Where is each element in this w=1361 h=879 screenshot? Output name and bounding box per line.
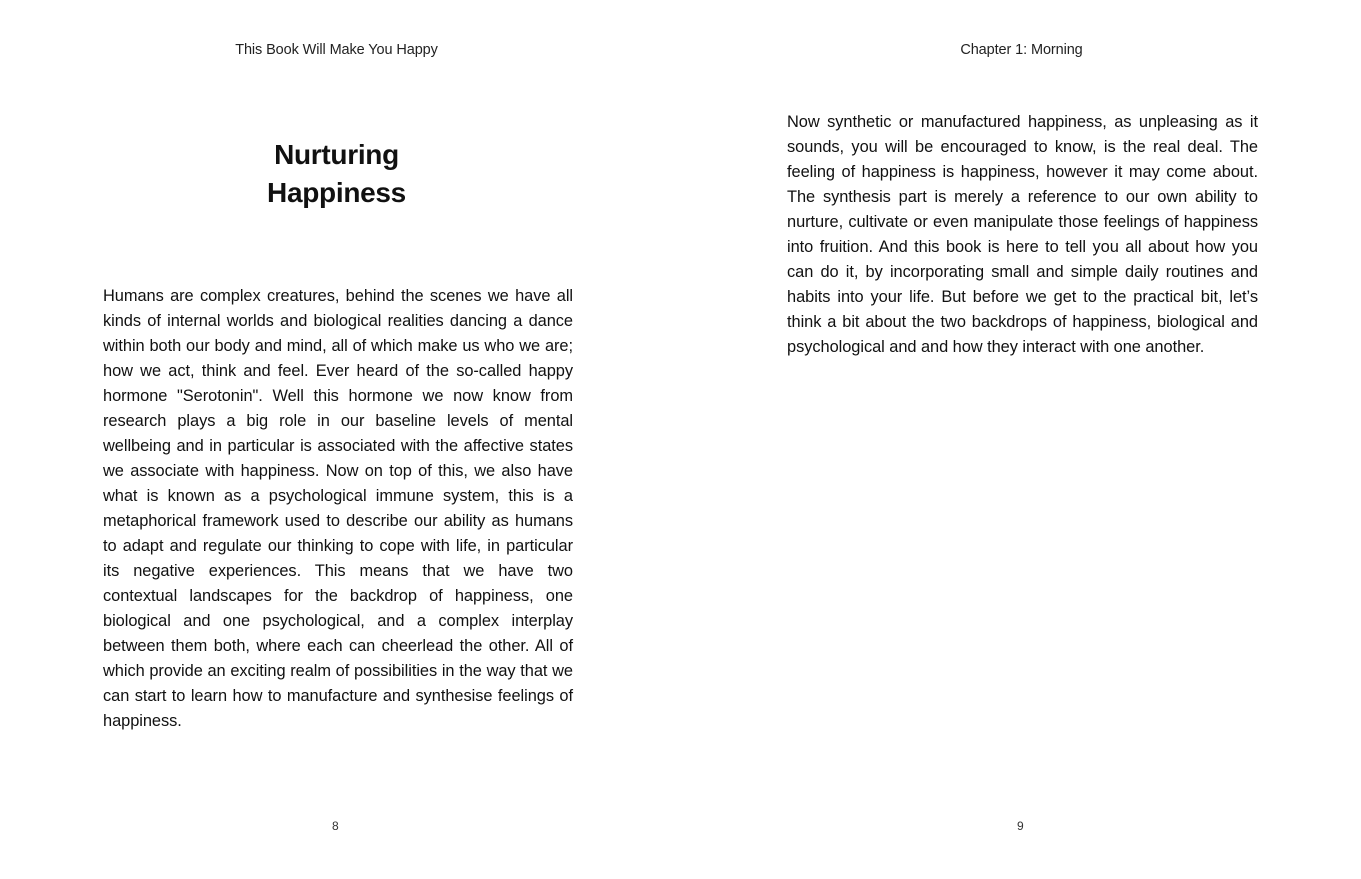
body-paragraph-right: Now synthetic or manufactured happiness, as unpleasing as it sounds, you will be encouraged to know, is the real deal. The feeling of happiness is happiness, however it may come about. The synthesis part is merely a reference to our own ability to nurture, cultivate or even manipulate those feelings of happiness into fruition. And this book is here to tell you all about how you can do it, by incorporating small and simple daily routines and habits into your life. But before we get to the practical bit, let’s think a bit about the two backdrops of happiness, biological and psychological and and how they interact with one another. bbox=[787, 113, 1258, 356]
running-head-book-title: This Book Will Make You Happy bbox=[235, 42, 438, 58]
page-number-left: 8 bbox=[332, 819, 339, 833]
running-head-chapter: Chapter 1: Morning bbox=[960, 42, 1083, 58]
left-page bbox=[0, 0, 680, 879]
body-paragraph-left: Humans are complex creatures, behind the scenes we have all kinds of internal worlds and biological realities dancing a dance within both our body and mind, all of which make us who we are; how we act, think and feel. Ever heard of the so-called happy hormone "Serotonin". Well this hormone we now know from research plays a big role in our baseline levels of mental wellbeing and in particular is associated with the affective states we associate with happiness. Now on top of this, we also have what is known as a psychological immune system, this is a metaphorical framework used to describe our ability as humans to adapt and regulate our thinking to cope with life, in particular its negative experiences. This means that we have two contextual landscapes for the backdrop of happiness, one biological and one psychological, and a complex interplay between them both, where each can cheerlead the other. All of which provide an exciting realm of possibilities in the way that we can start to learn how to manufacture and synthesise feelings of happiness. bbox=[103, 287, 573, 730]
right-page bbox=[680, 0, 1361, 879]
section-title-line-2: Happiness bbox=[267, 177, 406, 208]
section-title-line-1: Nurturing bbox=[274, 139, 399, 170]
section-title bbox=[0, 136, 673, 212]
page-number-right: 9 bbox=[1017, 819, 1024, 833]
